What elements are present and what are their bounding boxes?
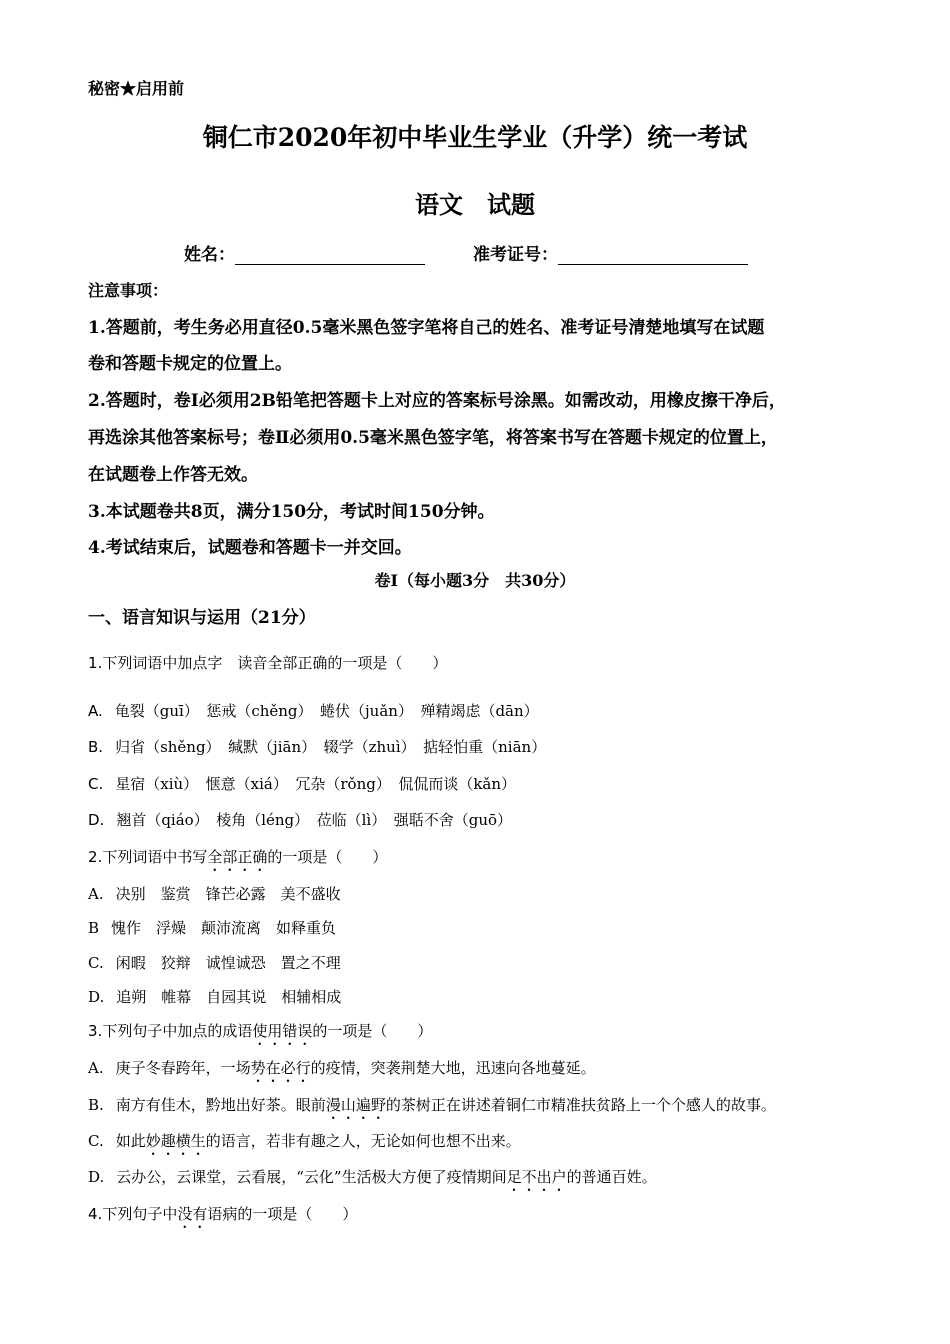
q3-option-b xyxy=(88,1094,776,1123)
question-stem: 下列句子中 xyxy=(102,1205,178,1223)
note-line: 在试题卷上作答无效。 xyxy=(88,465,258,485)
question-stem: 的一项是（ ） xyxy=(267,848,388,866)
question-stem: 下列词语中书写 xyxy=(102,848,208,866)
question-stem: 语病的一项是（ ） xyxy=(207,1205,358,1223)
option-text: 龟裂（guī） 惩戒（chěng） 蜷伏（juǎn） 殚精竭虑（dān） xyxy=(114,702,539,720)
name-label: 姓名： xyxy=(184,245,235,265)
option-label: C. xyxy=(88,954,104,972)
name-blank[interactable] xyxy=(235,244,425,265)
option-text: 星宿（xiù） 惬意（xiá） 冗杂（rǒng） 侃侃而谈（kǎn） xyxy=(115,775,517,793)
q2-option-a xyxy=(88,883,341,904)
note-line: 4.考试结束后，试题卷和答题卡一并交回。 xyxy=(88,538,412,558)
option-text: 追朔 帷幕 自园其说 相辅相成 xyxy=(116,988,342,1006)
option-label: B. xyxy=(88,738,104,756)
part-heading: 一、语言知识与运用（21分） xyxy=(88,608,316,628)
question-number: 2. xyxy=(88,848,103,866)
question-4 xyxy=(88,1203,357,1232)
q3-option-a xyxy=(88,1057,596,1086)
option-label: D. xyxy=(88,1168,105,1186)
candidate-info-row xyxy=(184,240,748,265)
id-blank[interactable] xyxy=(558,244,748,265)
question-number: 1. xyxy=(88,654,103,672)
option-label: C. xyxy=(88,775,104,793)
option-text: 愧作 浮燥 颠沛流离 如释重负 xyxy=(111,919,337,937)
note-line: 3.本试题卷共8页，满分150分，考试时间150分钟。 xyxy=(88,502,495,522)
secret-mark: 秘密★启用前 xyxy=(88,79,185,98)
volume-heading: 卷Ⅰ（每小题3分 共30分） xyxy=(374,571,576,590)
question-2 xyxy=(88,846,387,875)
option-label: A. xyxy=(88,885,104,903)
q1-option-d xyxy=(88,809,512,830)
emphasis-text: 势在必行 xyxy=(250,1059,311,1077)
option-text: 翘首（qiáo） 棱角（léng） 莅临（lì） 强聒不舍（guō） xyxy=(116,811,513,829)
emphasis-text: 没有 xyxy=(177,1205,208,1223)
question-stem: 的一项是（ ） xyxy=(312,1022,433,1040)
option-text: 庚子冬春跨年，一场 xyxy=(115,1059,251,1077)
option-text: 如此 xyxy=(115,1132,146,1150)
option-text: 云办公，云课堂，云看展，“云化”生活极大方便了疫情期间 xyxy=(116,1168,507,1186)
q3-option-d xyxy=(88,1166,657,1195)
question-number: 3. xyxy=(88,1022,103,1040)
emphasis-text: 使用错误 xyxy=(252,1022,313,1040)
q3-option-c xyxy=(88,1130,521,1159)
option-label: B xyxy=(88,919,100,937)
q2-option-c xyxy=(88,952,341,973)
subject-title: 语文 试题 xyxy=(415,190,535,219)
q2-option-d xyxy=(88,986,341,1007)
q1-option-c xyxy=(88,773,516,794)
option-label: D. xyxy=(88,811,105,829)
note-line: 1.答题前，考生务必用直径0.5毫米黑色签字笔将自己的姓名、准考证号清楚地填写在试题 xyxy=(88,318,765,338)
option-text: 的普通百姓。 xyxy=(566,1168,657,1186)
option-text: 的语言，若非有趣之人，无论如何也想不出来。 xyxy=(205,1132,521,1150)
option-label: C. xyxy=(88,1132,104,1150)
option-text: 的茶树正在讲述着铜仁市精准扶贫路上一个个感人的故事。 xyxy=(385,1096,776,1114)
id-label: 准考证号： xyxy=(473,245,558,265)
q2-option-b xyxy=(88,917,336,938)
option-text: 闲暇 狡辩 诚惶诚恐 置之不理 xyxy=(115,954,341,972)
option-text: 决别 鉴赏 锋芒必露 美不盛收 xyxy=(115,885,341,903)
emphasis-text: 全部正确 xyxy=(207,848,268,866)
option-label: A. xyxy=(88,702,103,720)
option-text: 归省（shěng） 缄默（jiān） 辍学（zhuì） 掂轻怕重（niān） xyxy=(115,738,547,756)
exam-title: 铜仁市2020年初中毕业生学业（升学）统一考试 xyxy=(202,123,748,152)
question-stem: 下列词语中加点字 读音全部正确的一项是（ ） xyxy=(102,654,448,672)
option-label: D. xyxy=(88,988,105,1006)
question-number: 4. xyxy=(88,1205,103,1223)
emphasis-text: 漫山遍野 xyxy=(325,1096,386,1114)
option-text: 的疫情，突袭荆楚大地，迅速向各地蔓延。 xyxy=(310,1059,596,1077)
q1-option-b xyxy=(88,736,546,757)
q1-option-a xyxy=(88,700,539,721)
option-label: B. xyxy=(88,1096,104,1114)
question-3 xyxy=(88,1020,432,1049)
note-line: 卷和答题卡规定的位置上。 xyxy=(88,354,292,374)
emphasis-text: 妙趣横生 xyxy=(145,1132,206,1150)
question-1 xyxy=(88,652,447,673)
option-label: A. xyxy=(88,1059,104,1077)
note-line: 再选涂其他答案标号；卷Ⅱ必须用0.5毫米黑色签字笔，将答案书写在答题卡规定的位置上， xyxy=(88,428,778,448)
notes-heading: 注意事项： xyxy=(88,281,169,300)
note-line: 2.答题时，卷Ⅰ必须用2B铅笔把答题卡上对应的答案标号涂黑。如需改动，用橡皮擦干净后， xyxy=(88,391,786,411)
option-text: 南方有佳木，黔地出好茶。眼前 xyxy=(115,1096,326,1114)
emphasis-text: 足不出户 xyxy=(506,1168,567,1186)
question-stem: 下列句子中加点的成语 xyxy=(102,1022,253,1040)
